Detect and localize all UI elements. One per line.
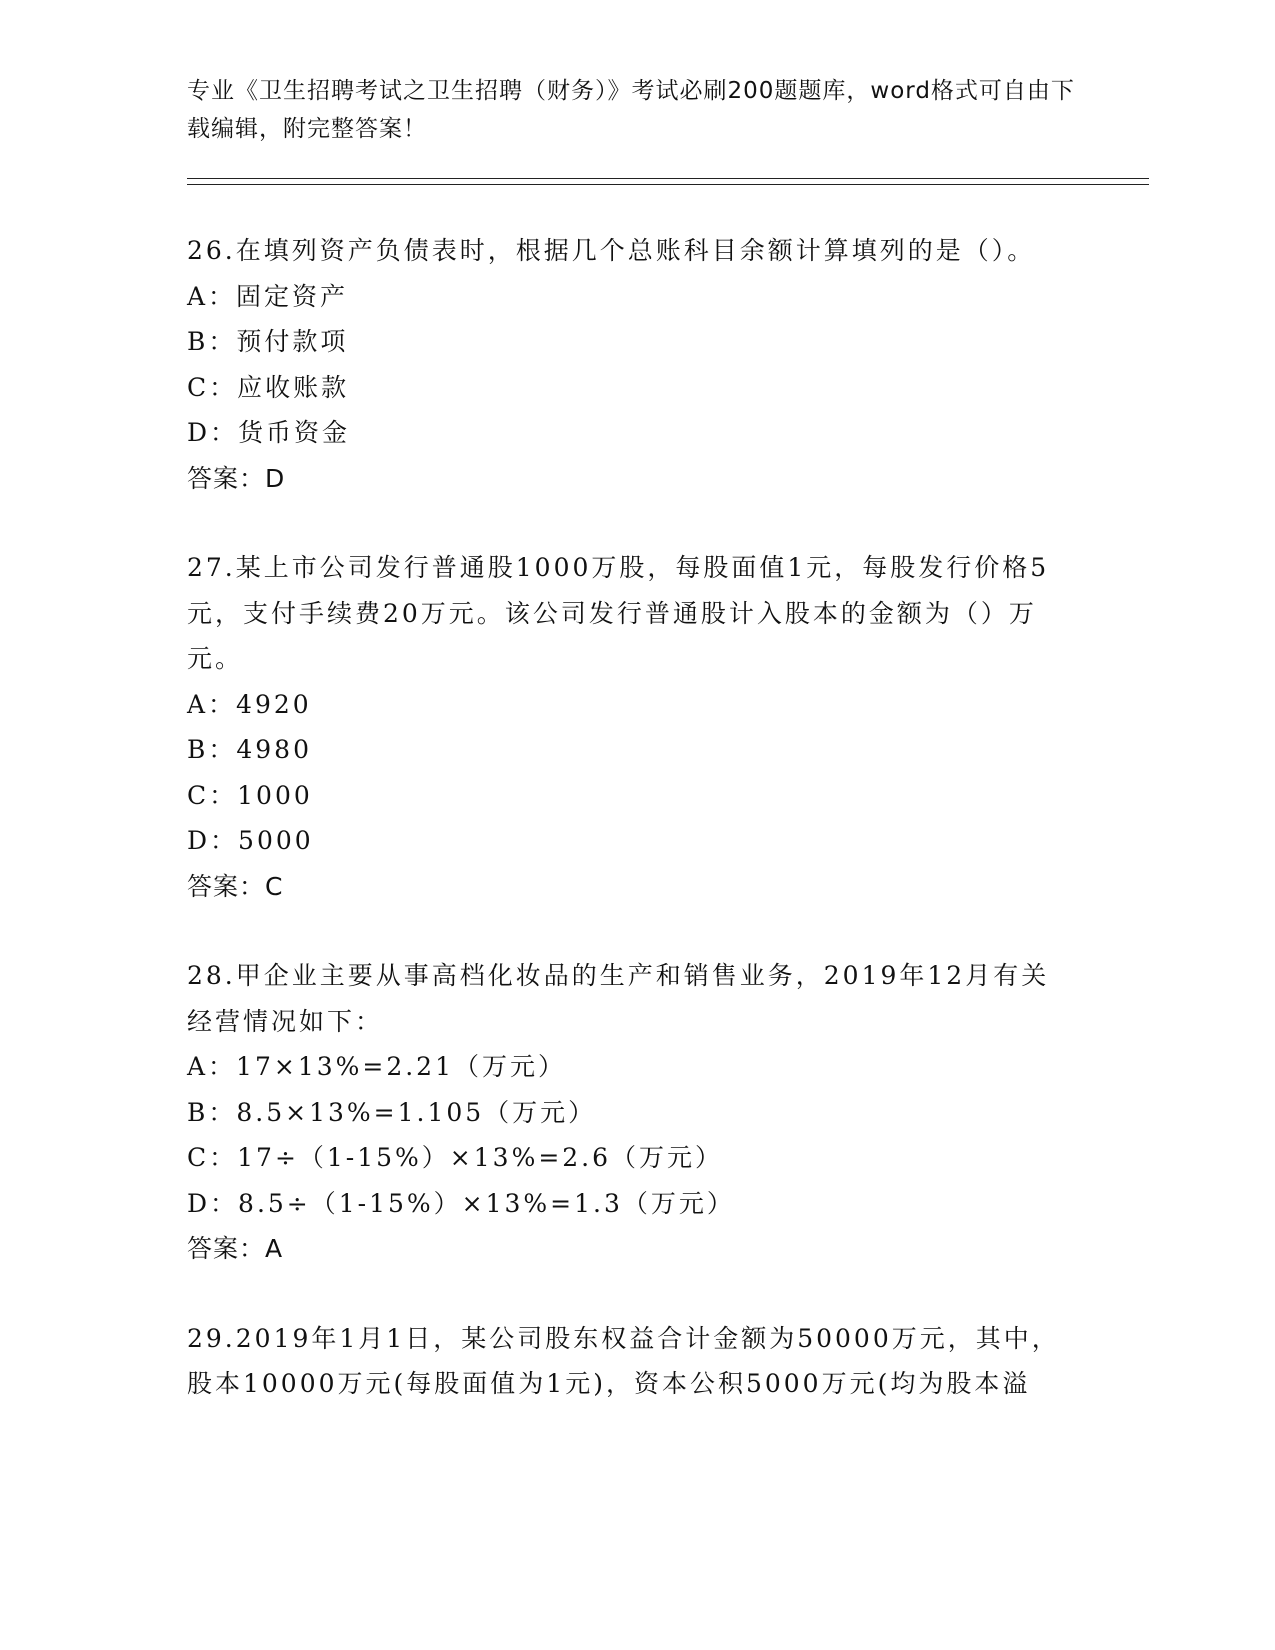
answer: 答案：C	[187, 871, 284, 901]
option-a: A：17×13%=2.21（万元）	[187, 1052, 566, 1081]
header-rule-top	[187, 178, 1149, 179]
question-28	[187, 953, 1067, 1272]
question-text: 28.甲企业主要从事高档化妆品的生产和销售业务，2019年12月有关经营情况如下：	[187, 961, 1050, 1036]
answer: 答案：D	[187, 463, 286, 493]
header-rule-bottom	[187, 184, 1149, 185]
option-b: B：4980	[187, 735, 312, 764]
question-list	[187, 228, 1067, 1451]
question-27	[187, 545, 1067, 909]
option-d: D：5000	[187, 826, 314, 855]
option-b: B：8.5×13%=1.105（万元）	[187, 1097, 597, 1127]
option-b: B：预付款项	[187, 327, 349, 356]
answer: 答案：A	[187, 1234, 284, 1263]
question-26	[187, 228, 1067, 501]
question-29	[187, 1316, 1067, 1407]
question-text: 27.某上市公司发行普通股1000万股，每股面值1元，每股发行价格5元，支付手续费20万元。该公司发行普通股计入股本的金额为（）万元。	[187, 553, 1050, 673]
document-header: 专业《卫生招聘考试之卫生招聘（财务）》考试必刷200题题库，word格式可自由下载编辑，附完整答案！	[187, 78, 1075, 142]
option-a: A：固定资产	[187, 281, 349, 311]
option-c: C：1000	[187, 780, 313, 810]
option-d: D：货币资金	[187, 418, 351, 447]
option-d: D：8.5÷（1-15%）×13%=1.3（万元）	[187, 1188, 735, 1218]
option-c: C：17÷（1-15%）×13%=2.6（万元）	[187, 1143, 724, 1172]
option-c: C：应收账款	[187, 372, 350, 402]
option-a: A：4920	[187, 689, 312, 719]
question-text: 26.在填列资产负债表时，根据几个总账科目余额计算填列的是（）。	[187, 236, 1036, 265]
question-text: 29.2019年1月1日，某公司股东权益合计金额为50000万元，其中，股本10000万元(每股面值为1元)，资本公积5000万元(均为股本溢	[187, 1323, 1060, 1398]
